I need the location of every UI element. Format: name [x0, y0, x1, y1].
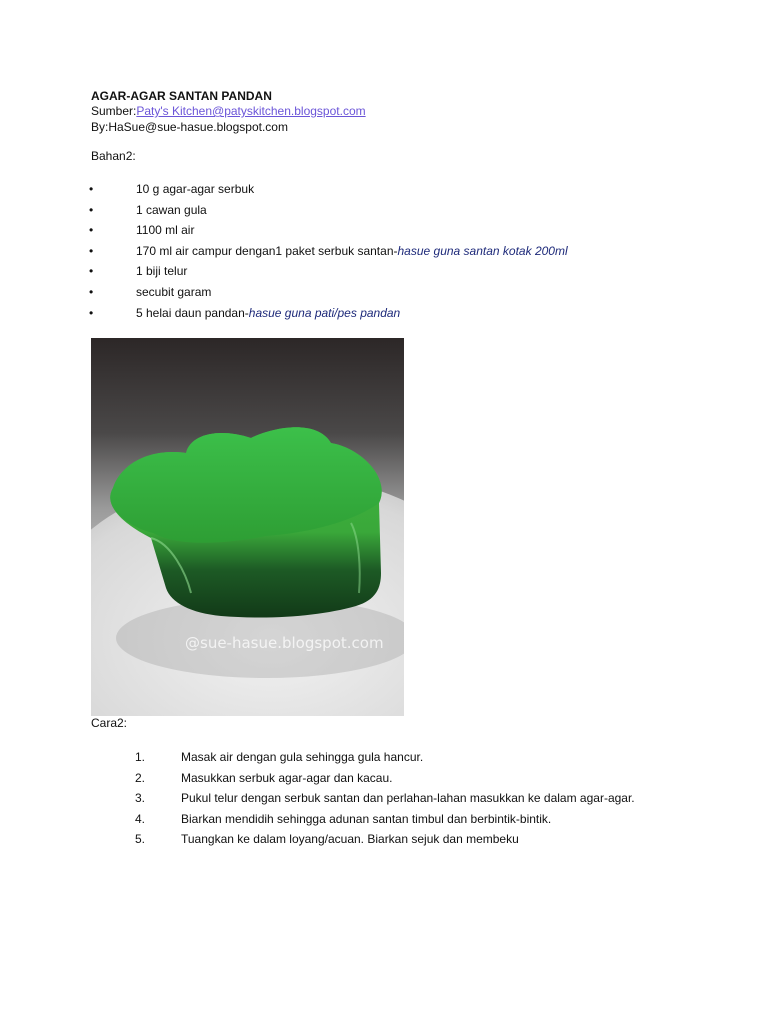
- source-line: [91, 104, 366, 118]
- bullet: •: [89, 202, 94, 217]
- source-link[interactable]: Paty's Kitchen@patyskitchen.blogspot.com: [136, 104, 366, 118]
- method-heading: Cara2:: [91, 716, 128, 730]
- ingredient-note: hasue guna santan kotak 200ml: [397, 243, 568, 258]
- bullet: •: [89, 182, 94, 196]
- bullet: •: [89, 223, 94, 238]
- step-number: 1.: [135, 750, 146, 764]
- ingredient-note: hasue guna pati/pes pandan: [248, 305, 401, 320]
- step-text: Masak air dengan gula sehingga gula hancur.: [181, 750, 424, 764]
- author-line: By:HaSue@sue-hasue.blogspot.com: [91, 120, 288, 134]
- bullet: •: [89, 243, 94, 258]
- photo-watermark: @sue-hasue.blogspot.com: [185, 634, 384, 652]
- ingredient-text: 1 cawan gula: [136, 202, 207, 217]
- step-text: Pukul telur dengan serbuk santan dan perlahan-lahan masukkan ke dalam agar-agar.: [181, 791, 635, 806]
- ingredient-text: 10 g agar-agar serbuk: [136, 182, 255, 196]
- ingredient-text: 5 helai daun pandan-: [136, 305, 249, 320]
- step-text: Tuangkan ke dalam loyang/acuan. Biarkan sejuk dan membeku: [181, 832, 519, 847]
- ingredient-text: 1 biji telur: [136, 264, 188, 279]
- ingredients-heading: Bahan2:: [91, 149, 136, 163]
- ingredient-text: 1100 ml air: [136, 223, 195, 238]
- step-number: 4.: [135, 811, 146, 826]
- step-text: Biarkan mendidih sehingga adunan santan timbul dan berbintik-bintik.: [181, 811, 552, 826]
- step-text: Masukkan serbuk agar-agar dan kacau.: [181, 770, 393, 785]
- recipe-photo: [91, 338, 404, 716]
- bullet: •: [89, 264, 94, 279]
- source-prefix: Sumber:: [91, 104, 137, 118]
- ingredient-text: secubit garam: [136, 284, 212, 299]
- step-number: 2.: [135, 770, 146, 785]
- recipe-title: AGAR-AGAR SANTAN PANDAN: [91, 89, 272, 103]
- step-number: 3.: [135, 791, 146, 806]
- step-number: 5.: [135, 832, 146, 847]
- bullet: •: [89, 284, 94, 299]
- ingredient-text: 170 ml air campur dengan1 paket serbuk santan-: [136, 243, 398, 258]
- bullet: •: [89, 305, 94, 320]
